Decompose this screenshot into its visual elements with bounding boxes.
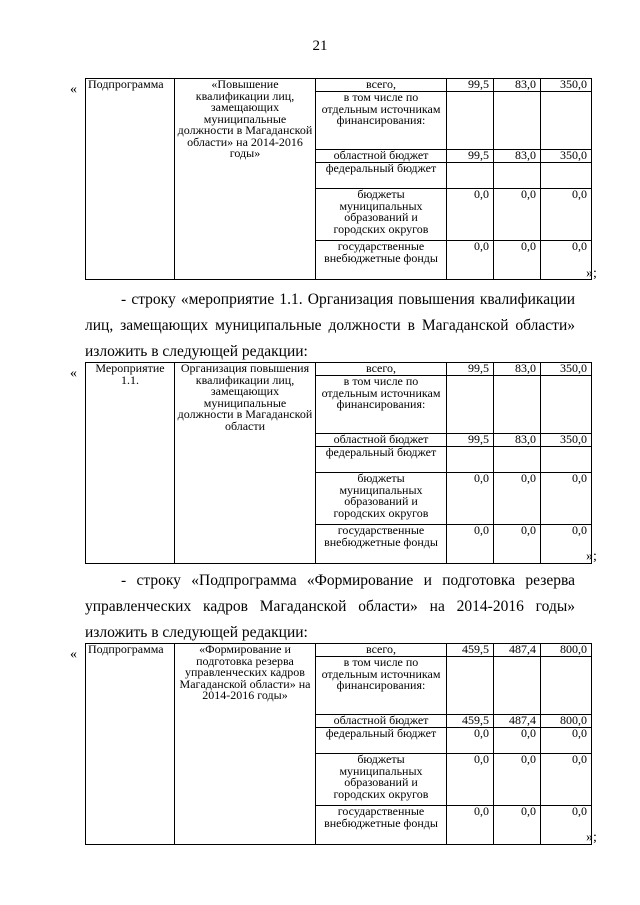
row-label-offbudget: государственные внебюджетные фонды	[316, 241, 447, 280]
table1-federal-2014	[447, 163, 494, 189]
row-label-municipal: бюджеты муниципальных образований и городских округов	[316, 189, 447, 241]
budget-table-1	[85, 78, 592, 280]
table3-total-2015: 487,4	[494, 644, 541, 657]
table1-offbudget-2014: 0,0	[447, 241, 494, 280]
table3-offbudget-2014: 0,0	[447, 806, 494, 845]
row-label-regional: областной бюджет	[316, 150, 447, 163]
table1-total-2016: 350,0	[541, 79, 592, 92]
table1-regional-2014: 99,5	[447, 150, 494, 163]
table3-incl-2014	[447, 657, 494, 715]
table2-offbudget-2016: 0,0	[541, 525, 592, 564]
row-label-federal: федеральный бюджет	[316, 163, 447, 189]
table1-federal-2015	[494, 163, 541, 189]
table3-municipal-2014: 0,0	[447, 754, 494, 806]
table1-incl-2016	[541, 92, 592, 150]
table3-incl-2016	[541, 657, 592, 715]
paragraph-1-line-3: изложить в следующей редакции:	[85, 343, 308, 360]
table3-item-name: «Формирование и подготовка резерва управленческих кадров Магаданской области» на 2014-2016 годы»	[175, 644, 316, 845]
close-quote-3: »;	[586, 830, 597, 845]
row-label-offbudget: государственные внебюджетные фонды	[316, 525, 447, 564]
close-quote-2: »;	[586, 549, 597, 564]
table1-incl-2014	[447, 92, 494, 150]
table2-municipal-2016: 0,0	[541, 473, 592, 525]
table2-regional-2015: 83,0	[494, 434, 541, 447]
open-quote-1: «	[70, 82, 77, 97]
budget-table-2	[85, 362, 592, 564]
table3-federal-2015: 0,0	[494, 728, 541, 754]
row-label-total: всего,	[316, 79, 447, 92]
table1-incl-2015	[494, 92, 541, 150]
table2-offbudget-2015: 0,0	[494, 525, 541, 564]
row-label-incl: в том числе по отдельным источникам финансирования:	[316, 376, 447, 434]
table2-regional-2014: 99,5	[447, 434, 494, 447]
table2-regional-2016: 350,0	[541, 434, 592, 447]
table1-regional-2016: 350,0	[541, 150, 592, 163]
budget-table-3	[85, 643, 592, 845]
table1-municipal-2015: 0,0	[494, 189, 541, 241]
table2-incl-2014	[447, 376, 494, 434]
paragraph-1-line-1: - строку «мероприятие 1.1. Организация повышения квалификации	[121, 291, 575, 308]
paragraph-2-line-3: изложить в следующей редакции:	[85, 624, 308, 641]
paragraph-1	[85, 287, 575, 365]
table2-item-name: Организация повышения квалификации лиц, замещающих муниципальные должности в Магаданской области	[175, 363, 316, 564]
paragraph-1-line-2: лиц, замещающих муниципальные должности в Магаданской области»	[85, 317, 575, 334]
table2-federal-2014	[447, 447, 494, 473]
table1-item-name: «Повышение квалификации лиц, замещающих муниципальные должности в Магаданской области» на 2014-2016 годы»	[175, 79, 316, 280]
table1-regional-2015: 83,0	[494, 150, 541, 163]
table1-item-type: Подпрограмма	[86, 79, 175, 280]
close-quote-1: »;	[586, 266, 597, 281]
table2-municipal-2014: 0,0	[447, 473, 494, 525]
page-number: 21	[312, 38, 328, 54]
table3-offbudget-2015: 0,0	[494, 806, 541, 845]
table3-offbudget-2016: 0,0	[541, 806, 592, 845]
table2-total-2016: 350,0	[541, 363, 592, 376]
table3-total-2016: 800,0	[541, 644, 592, 657]
row-label-regional: областной бюджет	[316, 434, 447, 447]
table2-total-2015: 83,0	[494, 363, 541, 376]
table1-municipal-2014: 0,0	[447, 189, 494, 241]
row-label-incl: в том числе по отдельным источникам финансирования:	[316, 92, 447, 150]
table3-regional-2014: 459,5	[447, 715, 494, 728]
row-label-federal: федеральный бюджет	[316, 728, 447, 754]
table2-total-2014: 99,5	[447, 363, 494, 376]
row-label-regional: областной бюджет	[316, 715, 447, 728]
table3-municipal-2015: 0,0	[494, 754, 541, 806]
row-label-municipal: бюджеты муниципальных образований и городских округов	[316, 754, 447, 806]
table1-offbudget-2015: 0,0	[494, 241, 541, 280]
table2-federal-2016	[541, 447, 592, 473]
paragraph-2-line-2: управленческих кадров Магаданской области» на 2014-2016 годы»	[85, 598, 575, 615]
row-label-municipal: бюджеты муниципальных образований и городских округов	[316, 473, 447, 525]
table3-regional-2015: 487,4	[494, 715, 541, 728]
table1-total-2014: 99,5	[447, 79, 494, 92]
table2-federal-2015	[494, 447, 541, 473]
row-label-offbudget: государственные внебюджетные фонды	[316, 806, 447, 845]
table1-federal-2016	[541, 163, 592, 189]
table3-total-2014: 459,5	[447, 644, 494, 657]
table1-municipal-2016: 0,0	[541, 189, 592, 241]
table2-incl-2015	[494, 376, 541, 434]
table2-municipal-2015: 0,0	[494, 473, 541, 525]
row-label-total: всего,	[316, 363, 447, 376]
table3-regional-2016: 800,0	[541, 715, 592, 728]
table2-offbudget-2014: 0,0	[447, 525, 494, 564]
table3-incl-2015	[494, 657, 541, 715]
open-quote-2: «	[70, 366, 77, 381]
table1-total-2015: 83,0	[494, 79, 541, 92]
paragraph-2	[85, 568, 575, 646]
table1-offbudget-2016: 0,0	[541, 241, 592, 280]
open-quote-3: «	[70, 647, 77, 662]
table3-federal-2016: 0,0	[541, 728, 592, 754]
table2-item-type: Мероприятие 1.1.	[86, 363, 175, 564]
table2-incl-2016	[541, 376, 592, 434]
paragraph-2-line-1: - строку «Подпрограмма «Формирование и подготовка резерва	[121, 572, 575, 589]
row-label-incl: в том числе по отдельным источникам финансирования:	[316, 657, 447, 715]
table3-item-type: Подпрограмма	[86, 644, 175, 845]
row-label-total: всего,	[316, 644, 447, 657]
table3-federal-2014: 0,0	[447, 728, 494, 754]
table3-municipal-2016: 0,0	[541, 754, 592, 806]
row-label-federal: федеральный бюджет	[316, 447, 447, 473]
